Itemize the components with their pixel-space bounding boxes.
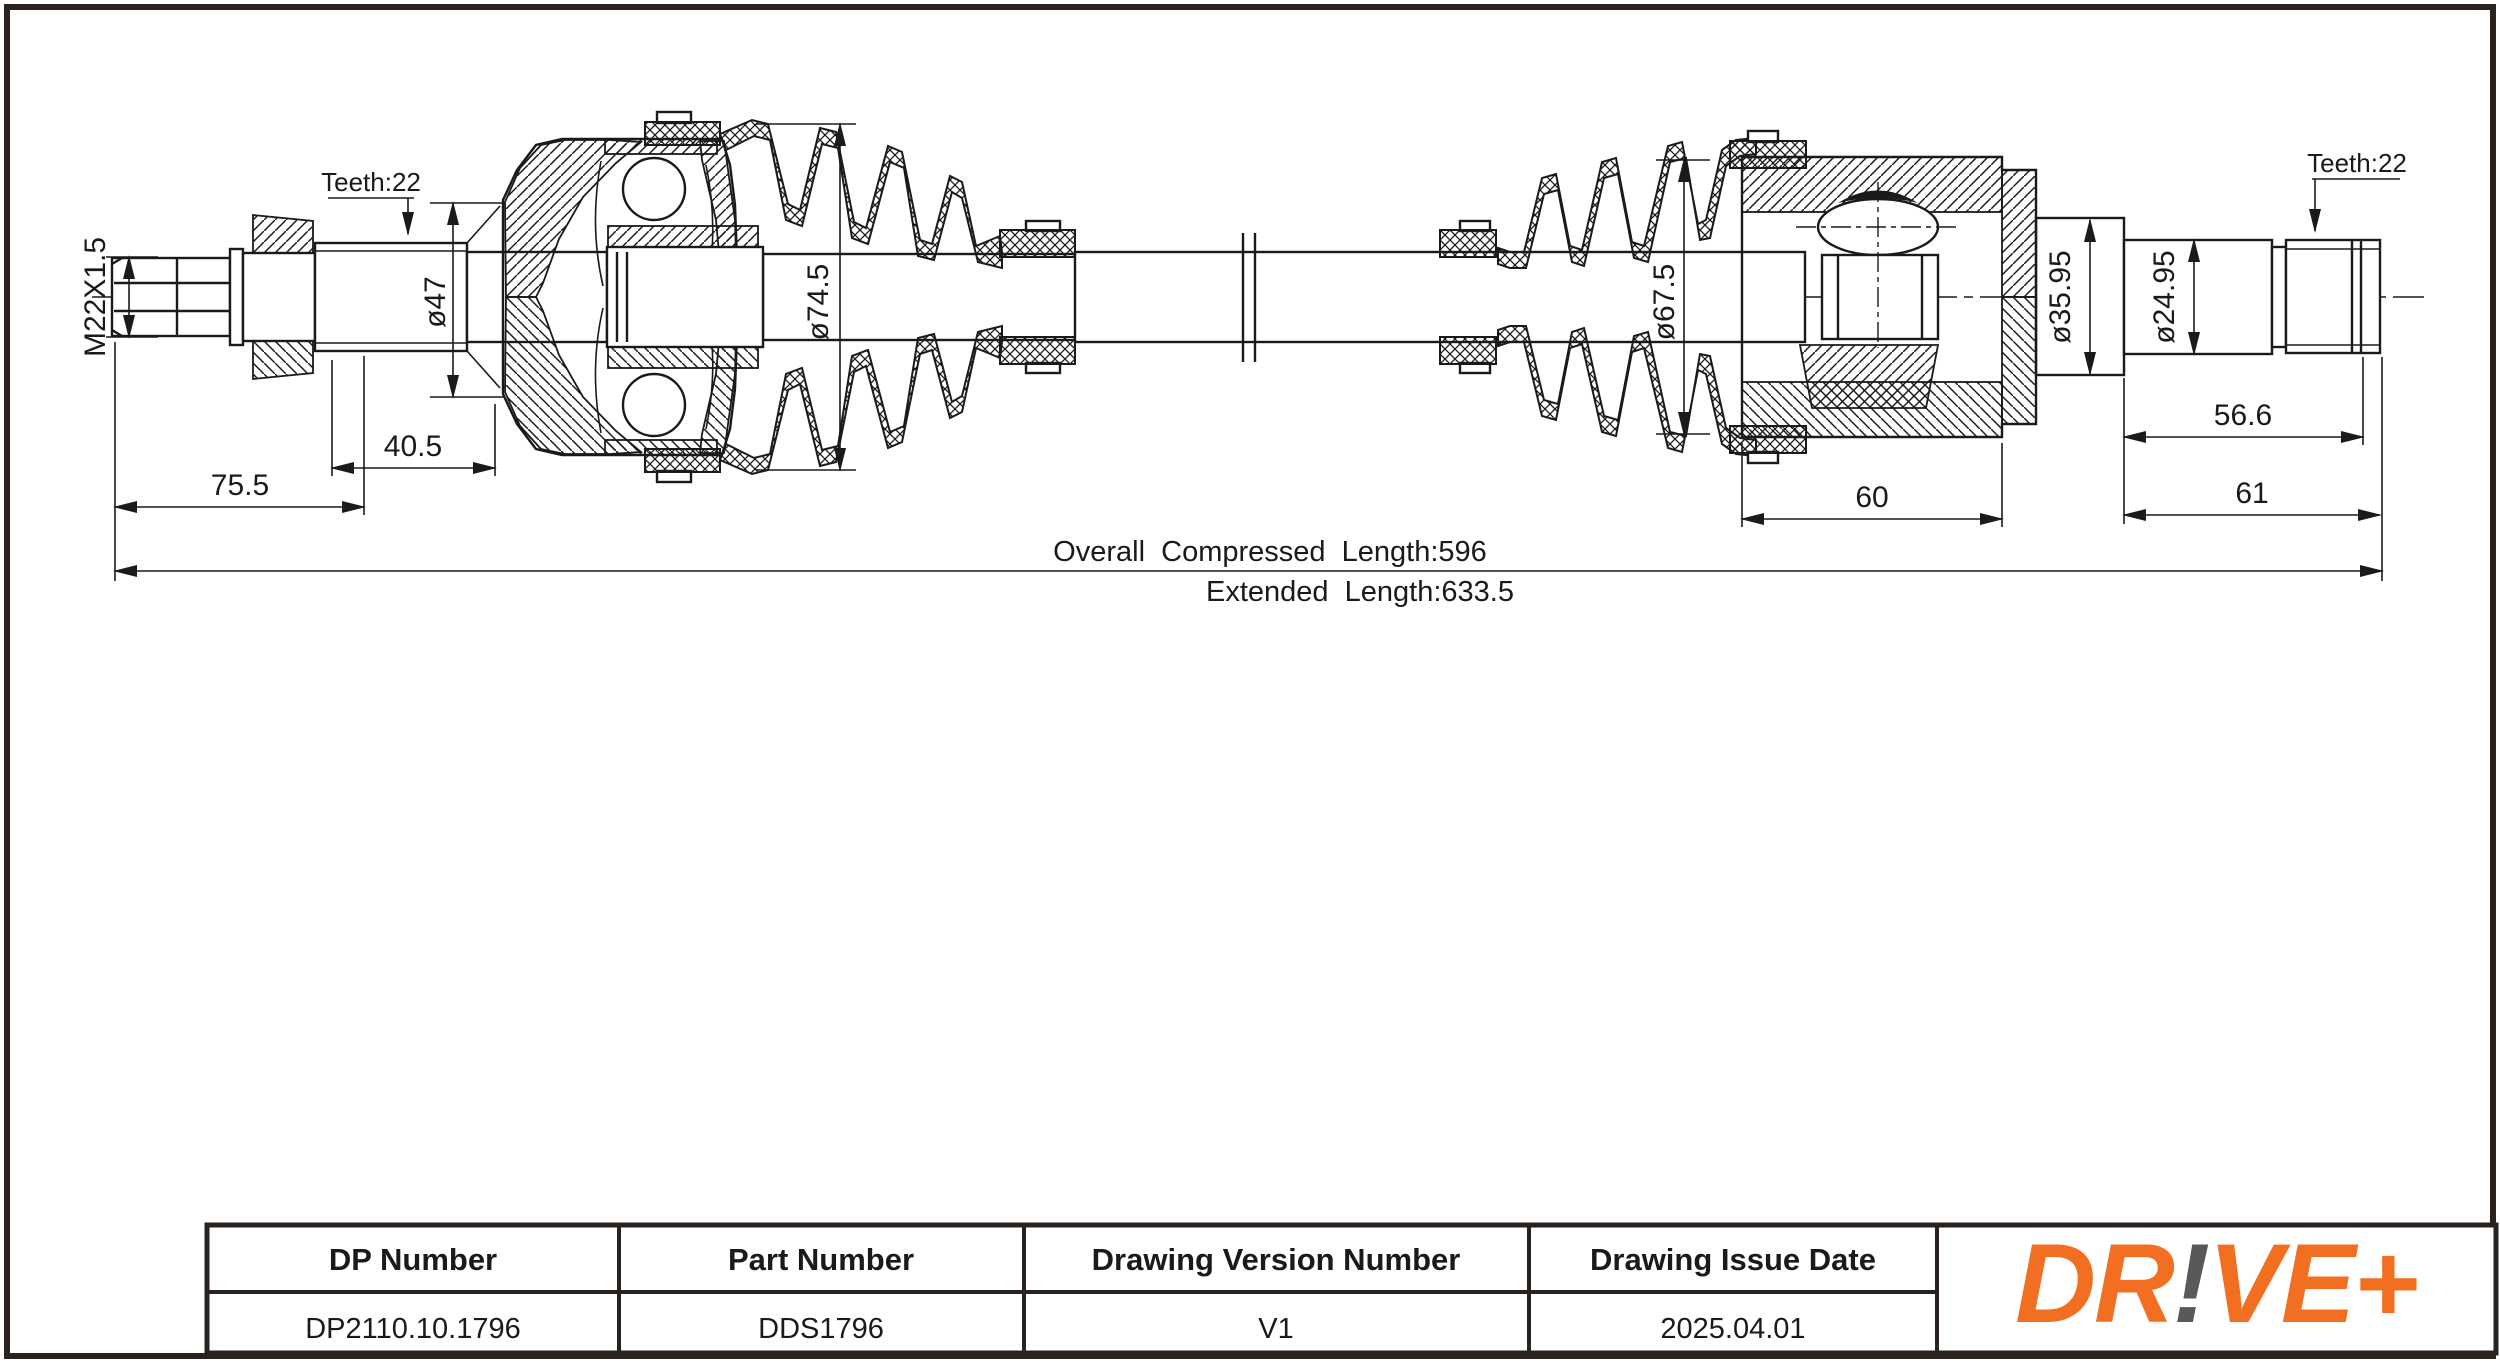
output-spline <box>2286 240 2380 353</box>
output-shaft <box>2124 240 2272 354</box>
dim-dia-74-5: ø74.5 <box>801 263 835 341</box>
bell-interior <box>607 247 763 347</box>
dim-dia-67-5: ø67.5 <box>1647 263 1681 341</box>
dim-56-6: 56.6 <box>2213 399 2273 432</box>
output-groove <box>2272 247 2286 347</box>
inner-race-block <box>607 247 763 347</box>
logo-dr: DR <box>2015 1221 2173 1346</box>
logo-exclamation: ! <box>2172 1221 2209 1346</box>
value-drawing-version: V1 <box>1258 1313 1294 1345</box>
nut-collar-section <box>253 215 313 253</box>
label-teeth-left: Teeth:22 <box>321 167 421 197</box>
main-shaft <box>1075 252 1805 342</box>
dim-overall-compressed: Overall Compressed Length:596 <box>1053 536 1487 568</box>
page-border-frame <box>7 7 2493 1356</box>
header-issue-date: Drawing Issue Date <box>1590 1242 1876 1277</box>
title-block <box>207 1221 2496 1353</box>
dim-dia-35-95: ø35.95 <box>2043 250 2077 344</box>
dim-75-5: 75.5 <box>210 469 270 502</box>
label-teeth-right: Teeth:22 <box>2307 148 2407 178</box>
left-boot-large-clamp <box>645 122 720 145</box>
nut-washer <box>230 249 243 345</box>
inner-race-section <box>608 226 758 248</box>
dim-thread-spec: M22X1.5 <box>78 236 112 358</box>
dim-40-5: 40.5 <box>383 430 443 463</box>
spider-section <box>1800 345 1938 408</box>
right-boot-small-clamp <box>1440 230 1496 257</box>
logo-ve-plus: VE+ <box>2208 1221 2417 1346</box>
value-dp-number: DP2110.10.1796 <box>305 1313 521 1345</box>
header-part-number: Part Number <box>727 1242 915 1277</box>
tripod-interior <box>1796 182 1960 408</box>
dim-extended-length: Extended Length:633.5 <box>1206 576 1514 608</box>
tripod-spider <box>1822 255 1938 339</box>
dim-dia-24-95: ø24.95 <box>2147 250 2181 344</box>
cv-ball-bearing <box>623 158 685 220</box>
value-part-number: DDS1796 <box>758 1313 884 1345</box>
brand-logo <box>2015 1221 2417 1346</box>
stub-shaft-neck <box>243 253 315 341</box>
dim-61: 61 <box>2235 477 2269 510</box>
right-boot-bellows <box>1498 138 1756 268</box>
header-dp-number: DP Number <box>328 1242 498 1277</box>
dim-60: 60 <box>1855 481 1889 514</box>
header-drawing-version: Drawing Version Number <box>1091 1242 1461 1277</box>
left-boot-small-clamp <box>1000 230 1075 257</box>
dim-dia-47: ø47 <box>418 276 452 328</box>
value-issue-date: 2025.04.01 <box>1660 1313 1806 1345</box>
housing-cap-section <box>2002 170 2036 297</box>
